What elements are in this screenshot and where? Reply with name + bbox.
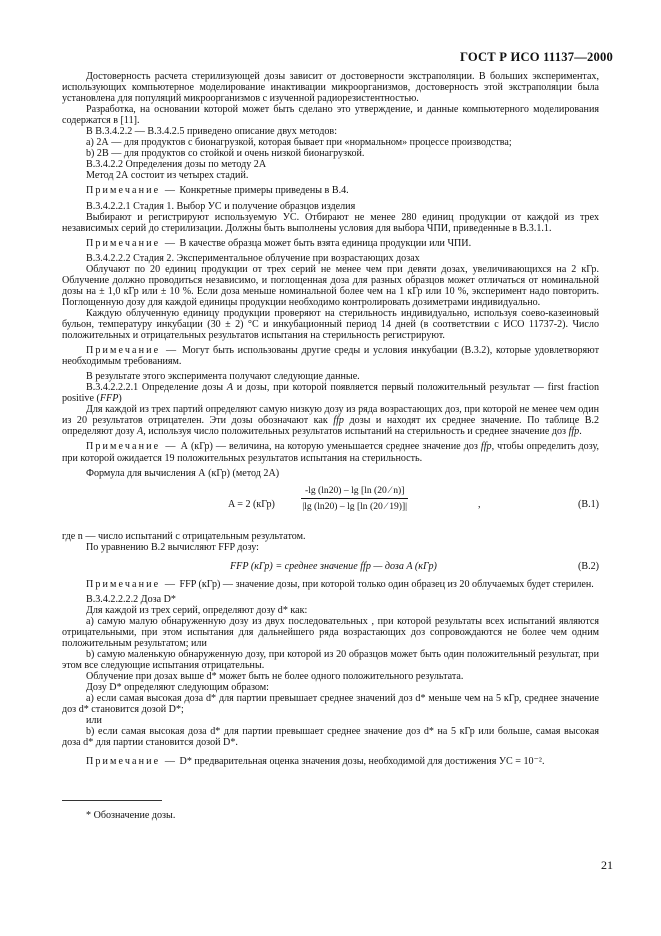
paragraph: Каждую облученную единицу продукции проверяют на стерильность индивидуально, используя соево-казеиновый бульон, температуру инкубации (30 ± 2) °С и инкубационный период 14 дней (в соответствии с ИСО 11737-2). Число положительных и отрицательных результатов испытания на стерильность регистрируют. bbox=[62, 307, 599, 342]
formula-numerator: -lg (ln20) – lg [ln (20 ⁄ n)] bbox=[301, 485, 408, 499]
paragraph: Формула для вычисления А (кГр) (метод 2А) bbox=[86, 467, 280, 479]
section-heading: В.3.4.2.2.2 Стадия 2. Экспериментальное облучение при возрастающих дозах bbox=[86, 252, 420, 264]
footnote: * Обозначение дозы. bbox=[86, 810, 176, 821]
paragraph: В результате этого эксперимента получают следующие данные. bbox=[86, 371, 360, 383]
paragraph: Метод 2А состоит из четырех стадий. bbox=[86, 170, 249, 182]
formula-denominator: |lg (ln20) – lg [ln (20 ⁄ 19)]| bbox=[302, 500, 408, 512]
paragraph: Облучение при дозах выше d* может быть не более одного положительного результата. bbox=[86, 671, 464, 683]
page-body bbox=[62, 71, 599, 767]
formula-b1: A = 2 (кГр) $\frac{-\lg (\ln 20) - \lg [\ln (20 ⁄ n)]}{|\lg (\ln 20) - \lg [\ln (20 ⁄ 19)]|}$ , (В.1) bbox=[228, 484, 599, 512]
paragraph: где n — число испытаний с отрицательным результатом. bbox=[62, 530, 306, 542]
paragraph: Выбирают и регистрируют используемую УС. Отбирают не менее 280 единиц продукции от каждой из трех независимых серий до стерилизации. Должны быть выполнены условия для выбора ЧПИ, приведенные в В.3.1.1. bbox=[62, 211, 599, 234]
paragraph: Для каждой из трех партий определяют самую низкую дозу из ряда возрастающих доз, при которой не менее чем один из 20 результатов отрицателен. Эти дозы обозначают как ffp дозы и находят их среднее значение. По таблице В.2 определяют дозу А, используя число положительных результатов испытаний на стерильность и среднее значение доз ffp. bbox=[62, 404, 599, 438]
section-heading: В.3.4.2.2.2.1 Определение дозы А и дозы, при которой появляется первый положительный результат — first fraction positive (FFP) bbox=[62, 382, 599, 405]
list-item: b) самую маленькую обнаруженную дозу, при которой из 20 образцов может быть один положительный результат, при этом все следующие испытания отрицательны. bbox=[62, 648, 599, 672]
list-item: а) самую малую обнаруженную дозу из двух последовательных , при которой результаты всех испытаний являются отрицательными, при этом испытания для дальнейшего ряда возрастающих доз сопровождаются не более чем одним положительным результатом; или bbox=[62, 615, 599, 649]
paragraph: По уравнению В.2 вычисляют FFP дозу: bbox=[86, 541, 259, 553]
document-header: ГОСТ Р ИСО 11137—2000 bbox=[459, 50, 613, 64]
paragraph: Разработка, на основании которой может быть сделано это утверждение, и данные компьютерного моделирования содержатся в [11]. bbox=[62, 104, 599, 127]
equation-number: (В.1) bbox=[577, 498, 599, 510]
note: Примечание — А (кГр) — величина, на которую уменьшается среднее значение доз ffp, чтобы определить дозу, при которой ожидается 19 положительных результатов испытания на стерильность. bbox=[62, 441, 600, 464]
page-number: 21 bbox=[601, 858, 613, 872]
formula-b2 bbox=[62, 559, 599, 575]
note-label: Примечание — bbox=[86, 185, 178, 197]
paragraph: или bbox=[86, 715, 102, 727]
footnote-divider bbox=[62, 800, 162, 801]
paragraph: Облучают по 20 единиц продукции от трех серий не менее чем при девяти дозах, увеличивающихся на 2 кГр. Облучение должно проводиться независимо, и поглощенная доза для разных образцов может отличаться от номинальной дозы на ± 1,0 кГр или ± 10 %. Если доза меньше номинальной более чем на 1 кГр или 10 %, эксперимент надо повторить. Поглощенную дозу для каждой единицы продукции необходимо контролировать дозиметрами индивидуально. bbox=[62, 263, 599, 308]
note: Примечание — В качестве образца может быть взята единица продукции или ЧПИ. bbox=[86, 237, 472, 249]
list-item: b) 2В — для продуктов со стойкой и очень низкой бионагрузкой. bbox=[86, 148, 365, 160]
formula-fraction bbox=[301, 485, 408, 512]
section-heading: В.3.4.2.2.1 Стадия 1. Выбор УС и получение образцов изделия bbox=[86, 200, 356, 212]
section-heading: В.3.4.2.2 Определения дозы по методу 2А bbox=[86, 159, 267, 171]
list-item: а) если самая высокая доза d* для партии превышает среднее значений доз d* меньше чем на 5 кГр, среднее значение доз d* становится дозой D*; bbox=[62, 693, 599, 716]
paragraph: В В.3.4.2.2 — В.3.4.2.5 приведено описание двух методов: bbox=[86, 126, 338, 138]
note: Примечание — FFP (кГр) — значение дозы, при которой только один образец из 20 облучаемых будет стерилен. bbox=[86, 578, 594, 590]
note: Примечание — Могут быть использованы другие среды и условия инкубации (В.3.2), которые удовлетворяют необходимым требованиям. bbox=[62, 345, 600, 368]
list-item: b) если самая высокая доза d* для партии превышает среднее значение доз d* на 5 кГр или больше, самая высокая доза d* для партии становится дозой D*. bbox=[62, 726, 599, 749]
note: Примечание — D* предварительная оценка значения дозы, необходимой для достижения УС = 10⁻². bbox=[86, 756, 545, 768]
paragraph: Дозу D* определяют следующим образом: bbox=[86, 682, 269, 694]
section-heading: В.3.4.2.2.2.2 Доза D* bbox=[86, 593, 176, 605]
formula-text: FFP (кГр) = среднее значение ffp — доза A (кГр) bbox=[230, 560, 437, 572]
formula-lhs: A = 2 (кГр) bbox=[228, 498, 275, 510]
note: Примечание — Конкретные примеры приведены в В.4. bbox=[86, 185, 349, 197]
paragraph: Для каждой из трех серий, определяют дозу d* как: bbox=[86, 604, 308, 616]
paragraph: Достоверность расчета стерилизующей дозы зависит от достоверности экстраполяции. В больших экспериментах, использующих компьютерное моделирование инактивации микроорганизмов, достоверность этой экстраполяции была установлена для популяций микроорганизмов с изученной радиорезистентностью. bbox=[62, 71, 599, 105]
list-item: а) 2А — для продуктов с бионагрузкой, которая бывает при «нормальном» процессе производства; bbox=[86, 137, 512, 149]
equation-number: (В.2) bbox=[577, 560, 599, 572]
